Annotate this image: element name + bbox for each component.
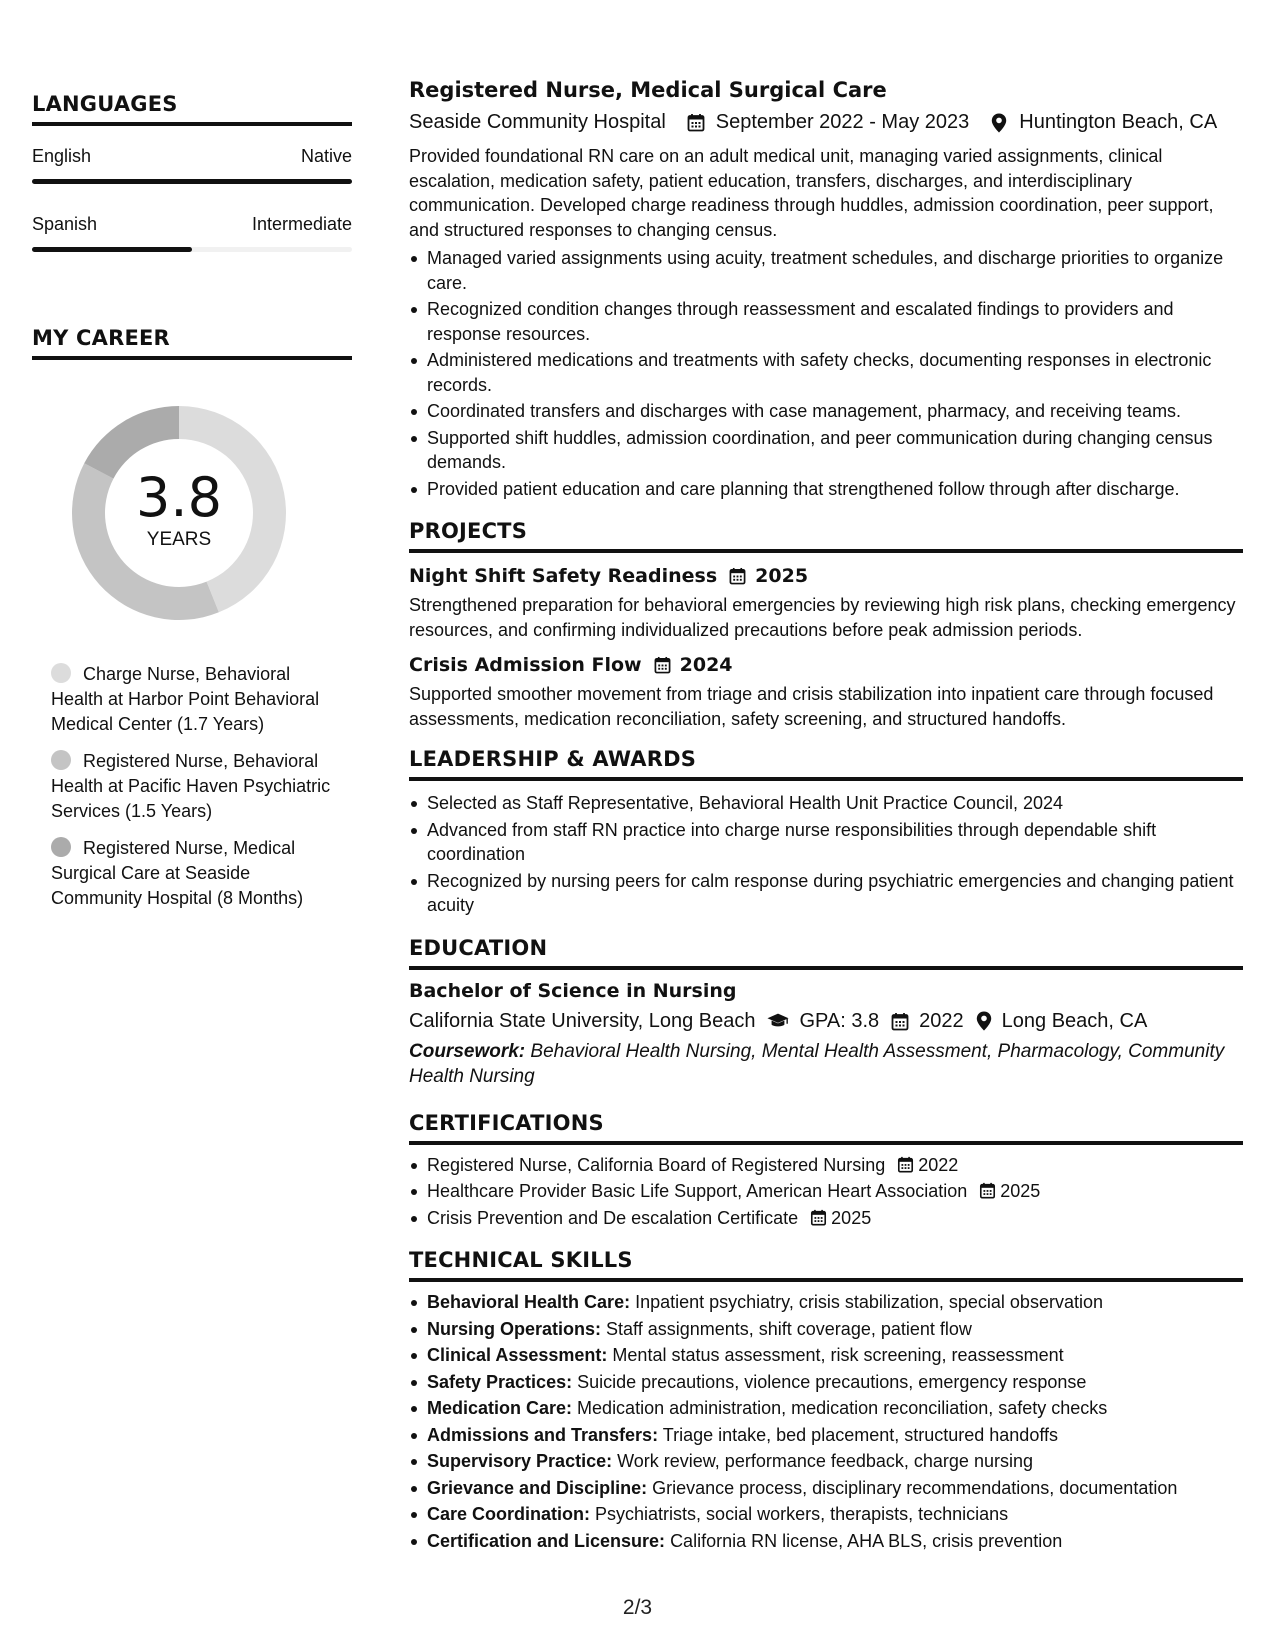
legend-item	[51, 836, 341, 911]
legend-label: Charge Nurse, Behavioral Health at Harbor Point Behavioral Medical Center (1.7 Years)	[51, 664, 320, 734]
career-legend	[51, 662, 341, 911]
language-level-bar	[32, 247, 352, 252]
certification-name: Crisis Prevention and De escalation Certificate	[427, 1207, 799, 1228]
career-donut-chart	[66, 400, 292, 626]
languages-rule	[32, 122, 352, 126]
skills-section	[409, 1248, 1243, 1553]
projects-rule	[409, 549, 1243, 553]
list-item: Selected as Staff Representative, Behavioral Health Unit Practice Council, 2024	[409, 791, 1243, 816]
list-item	[409, 1153, 1243, 1178]
certifications-list	[409, 1153, 1243, 1231]
list-item	[409, 1290, 1243, 1315]
skills-list	[409, 1290, 1243, 1553]
skill-label: Clinical Assessment:	[427, 1345, 608, 1365]
list-item: Administered medications and treatments with safety checks, documenting responses in electronic records.	[409, 348, 1243, 397]
career-total-unit: YEARS	[146, 529, 212, 550]
skill-value: Suicide precautions, violence precautions, emergency response	[577, 1371, 1087, 1392]
languages-heading: LANGUAGES	[32, 92, 178, 116]
skill-value: Psychiatrists, social workers, therapists, technicians	[595, 1504, 1009, 1524]
certifications-rule	[409, 1141, 1243, 1145]
list-item	[409, 1179, 1243, 1204]
list-item: Recognized condition changes through reassessment and escalated findings to providers and response resources.	[409, 297, 1243, 346]
skill-label: Behavioral Health Care:	[427, 1292, 631, 1312]
list-item: Advanced from staff RN practice into charge nurse responsibilities through dependable shift coordination	[409, 818, 1243, 867]
legend-item	[51, 662, 341, 737]
education-heading: EDUCATION	[409, 935, 548, 960]
experience-entry	[409, 78, 1243, 501]
language-item	[32, 146, 352, 184]
career-total-value: 3.8	[136, 466, 222, 529]
calendar-icon	[686, 113, 706, 133]
calendar-icon	[729, 567, 747, 585]
calendar-icon	[654, 656, 672, 674]
graduation-year: 2022	[919, 1009, 964, 1032]
right-column	[409, 78, 1243, 1555]
list-item: Provided patient education and care planning that strengthened follow through after discharge.	[409, 477, 1243, 502]
job-dates: September 2022 - May 2023	[715, 111, 970, 133]
calendar-icon	[891, 1011, 909, 1031]
skills-heading: TECHNICAL SKILLS	[409, 1248, 633, 1272]
legend-dot	[51, 750, 71, 770]
degree-title	[409, 980, 1243, 1002]
skill-value: Grievance process, disciplinary recommendations, documentation	[652, 1477, 1178, 1498]
certification-year: 2025	[1000, 1181, 1041, 1201]
list-item: Managed varied assignments using acuity, treatment schedules, and discharge priorities to organize care.	[409, 246, 1243, 295]
project-name: Crisis Admission Flow	[409, 654, 642, 676]
list-item	[409, 1476, 1243, 1501]
list-item: Recognized by nursing peers for calm response during psychiatric emergencies and changing patient acuity	[409, 869, 1243, 918]
language-level-fill	[32, 179, 352, 184]
skill-label: Certification and Licensure:	[427, 1530, 666, 1551]
language-item	[32, 214, 352, 252]
list-item	[409, 1502, 1243, 1527]
legend-dot	[51, 837, 71, 857]
projects-section	[409, 519, 1243, 731]
gpa: GPA: 3.8	[799, 1009, 880, 1032]
project-year: 2025	[755, 565, 809, 587]
school-location: Long Beach, CA	[1001, 1009, 1148, 1032]
skill-label: Care Coordination:	[427, 1504, 591, 1524]
career-section	[32, 326, 352, 911]
list-item	[409, 1317, 1243, 1342]
job-meta	[409, 111, 1243, 134]
page-indicator: 2/3	[622, 1596, 653, 1619]
skill-value: Staff assignments, shift coverage, patient flow	[606, 1318, 972, 1339]
skill-value: Medication administration, medication reconciliation, safety checks	[577, 1398, 1108, 1418]
list-item	[409, 1343, 1243, 1368]
job-title: Registered Nurse, Medical Surgical Care	[409, 78, 887, 102]
skill-label: Nursing Operations:	[427, 1318, 602, 1339]
legend-item	[51, 749, 341, 824]
list-item	[409, 1449, 1243, 1474]
calendar-icon	[810, 1209, 827, 1226]
skill-label: Supervisory Practice:	[427, 1451, 613, 1471]
graduation-cap-icon	[767, 1011, 789, 1031]
certifications-heading: CERTIFICATIONS	[409, 1110, 604, 1135]
leadership-rule	[409, 777, 1243, 781]
language-level: Native	[300, 146, 352, 166]
certification-name: Healthcare Provider Basic Life Support, American Heart Association	[427, 1181, 968, 1201]
career-rule	[32, 356, 352, 360]
education-rule	[409, 966, 1243, 970]
project-description: Strengthened preparation for behavioral emergencies by reviewing high risk plans, checking emergency resources, and confirming individualized precautions before peak admission periods.	[409, 595, 1236, 640]
calendar-icon	[897, 1156, 914, 1173]
language-level-fill	[32, 247, 192, 252]
leadership-section	[409, 747, 1243, 918]
job-bullets	[409, 246, 1243, 501]
list-item	[409, 1206, 1243, 1231]
leadership-heading: LEADERSHIP & AWARDS	[409, 747, 697, 771]
legend-label: Registered Nurse, Behavioral Health at Pacific Haven Psychiatric Services (1.5 Years)	[51, 751, 331, 821]
language-level-bar	[32, 179, 352, 184]
projects-heading: PROJECTS	[409, 519, 528, 543]
donut-center	[66, 400, 292, 626]
list-item: Coordinated transfers and discharges with case management, pharmacy, and receiving teams.	[409, 399, 1243, 424]
skill-value: Mental status assessment, risk screening, reassessment	[612, 1345, 1064, 1365]
skill-label: Medication Care:	[427, 1398, 573, 1418]
skills-rule	[409, 1278, 1243, 1282]
coursework-label: Coursework:	[409, 1040, 526, 1062]
school-name: California State University, Long Beach	[409, 1009, 756, 1032]
coursework-list: Behavioral Health Nursing, Mental Health Assessment, Pharmacology, Community Health Nursing	[409, 1040, 1225, 1087]
skill-label: Safety Practices:	[427, 1371, 573, 1392]
list-item: Supported shift huddles, admission coordination, and peer communication during changing census demands.	[409, 426, 1243, 475]
left-column	[32, 92, 352, 923]
project-description: Supported smoother movement from triage and crisis stabilization into inpatient care through focused assessments, medication reconciliation, safety screening, and structured handoffs.	[409, 684, 1214, 729]
skill-label: Admissions and Transfers:	[427, 1424, 659, 1445]
skill-value: Inpatient psychiatry, crisis stabilization, special observation	[635, 1292, 1103, 1312]
degree-name: Bachelor of Science in Nursing	[409, 979, 737, 1002]
project-entry	[409, 565, 1243, 642]
list-item	[409, 1370, 1243, 1395]
coursework	[409, 1039, 1243, 1089]
skill-value: California RN license, AHA BLS, crisis prevention	[670, 1530, 1063, 1551]
list-item	[409, 1396, 1243, 1421]
language-name: Spanish	[32, 214, 98, 234]
job-location: Huntington Beach, CA	[1019, 111, 1218, 133]
career-heading: MY CAREER	[32, 326, 170, 350]
list-item	[409, 1529, 1243, 1554]
job-summary: Provided foundational RN care on an adult medical unit, managing varied assignments, clinical escalation, medication safety, patient education, transfers, discharges, and interdisciplinary communication. Developed charge readiness through huddles, admission coordination, peer support, and structured responses to changing census.	[409, 146, 1214, 240]
certification-year: 2022	[918, 1154, 959, 1175]
project-entry	[409, 654, 1243, 731]
legend-dot	[51, 663, 71, 683]
project-name: Night Shift Safety Readiness	[409, 565, 718, 587]
certification-name: Registered Nurse, California Board of Registered Nursing	[427, 1154, 886, 1175]
language-name: English	[32, 146, 92, 166]
skill-value: Triage intake, bed placement, structured handoffs	[662, 1424, 1059, 1445]
certifications-section	[409, 1111, 1243, 1231]
skill-value: Work review, performance feedback, charge nursing	[617, 1451, 1033, 1471]
location-pin-icon	[976, 1011, 992, 1031]
list-item	[409, 1423, 1243, 1448]
language-level: Intermediate	[251, 214, 352, 234]
legend-label: Registered Nurse, Medical Surgical Care at Seaside Community Hospital (8 Months)	[51, 838, 304, 908]
education-meta	[409, 1010, 1243, 1033]
skill-label: Grievance and Discipline:	[427, 1477, 648, 1498]
leadership-list	[409, 791, 1243, 918]
languages-section	[32, 92, 352, 252]
education-section	[409, 936, 1243, 1089]
certification-year: 2025	[831, 1207, 872, 1228]
project-year: 2024	[679, 654, 733, 676]
employer: Seaside Community Hospital	[409, 111, 666, 133]
location-pin-icon	[989, 113, 1009, 133]
calendar-icon	[979, 1182, 996, 1199]
